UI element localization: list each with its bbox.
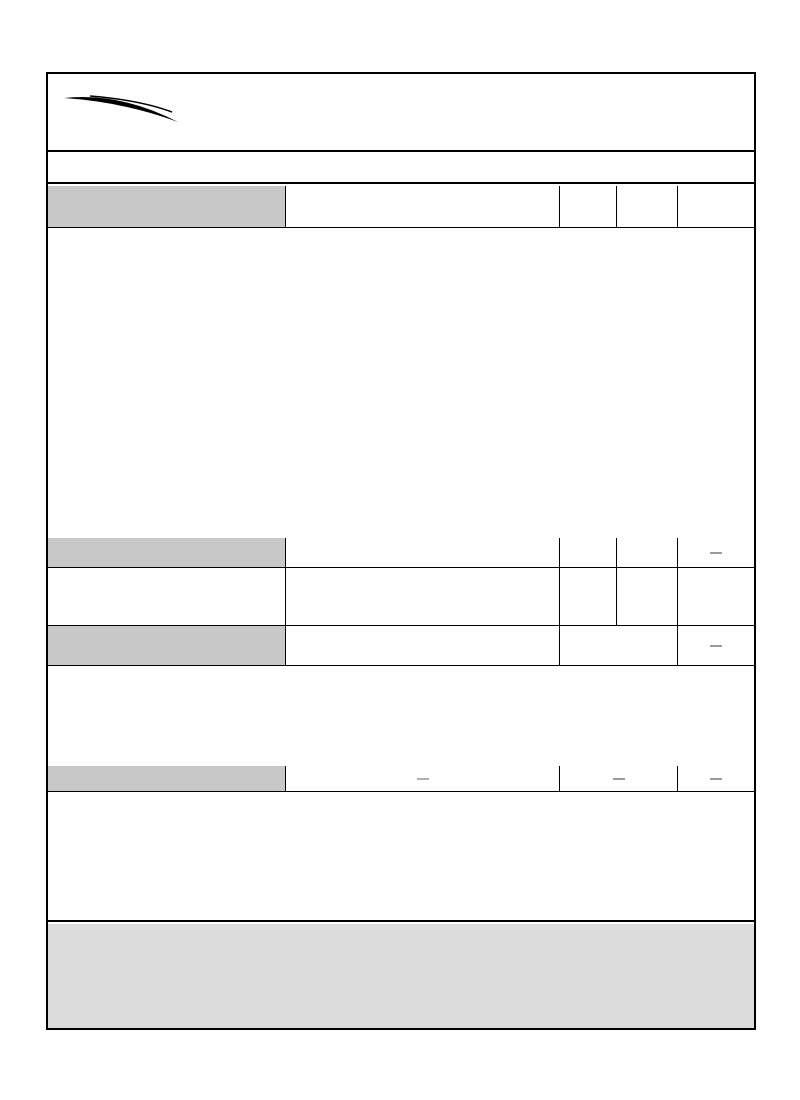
section-header-luxury bbox=[48, 626, 754, 666]
col-child bbox=[678, 186, 754, 227]
section-title bbox=[48, 766, 286, 791]
section-header-integrity bbox=[48, 766, 754, 792]
section-note bbox=[286, 626, 560, 665]
price-three-star bbox=[560, 568, 617, 625]
contacts bbox=[48, 924, 754, 1028]
price-sheet bbox=[46, 72, 756, 1030]
col-child bbox=[678, 766, 754, 791]
col-adult-label bbox=[613, 778, 625, 780]
page-footer bbox=[474, 1034, 484, 1048]
col-child-label bbox=[710, 552, 722, 554]
validity-period bbox=[48, 154, 754, 184]
section-title bbox=[48, 186, 286, 227]
route-name bbox=[48, 568, 286, 625]
logo-swoosh-icon bbox=[60, 82, 180, 142]
route-desc bbox=[286, 568, 560, 625]
section-title bbox=[48, 538, 286, 567]
col-three-star bbox=[560, 538, 617, 567]
col-adult bbox=[560, 766, 678, 791]
section-title bbox=[48, 626, 286, 665]
price-child bbox=[678, 568, 754, 625]
section-note bbox=[286, 766, 560, 791]
col-four-star bbox=[617, 538, 678, 567]
slogan bbox=[48, 900, 754, 922]
col-adult bbox=[560, 626, 678, 665]
price-four-star bbox=[617, 568, 678, 625]
price-table bbox=[48, 186, 754, 896]
header bbox=[48, 74, 754, 152]
col-three-star bbox=[560, 186, 617, 227]
col-child bbox=[678, 538, 754, 567]
col-child-label bbox=[710, 645, 722, 647]
col-child bbox=[678, 626, 754, 665]
section-note-text bbox=[417, 778, 429, 780]
section-header-special bbox=[48, 538, 754, 568]
special-route-row bbox=[48, 568, 754, 626]
section-note bbox=[286, 538, 560, 567]
col-child-label bbox=[710, 778, 722, 780]
section-header-car bbox=[48, 186, 754, 228]
col-four-star bbox=[617, 186, 678, 227]
section-note bbox=[286, 186, 560, 227]
